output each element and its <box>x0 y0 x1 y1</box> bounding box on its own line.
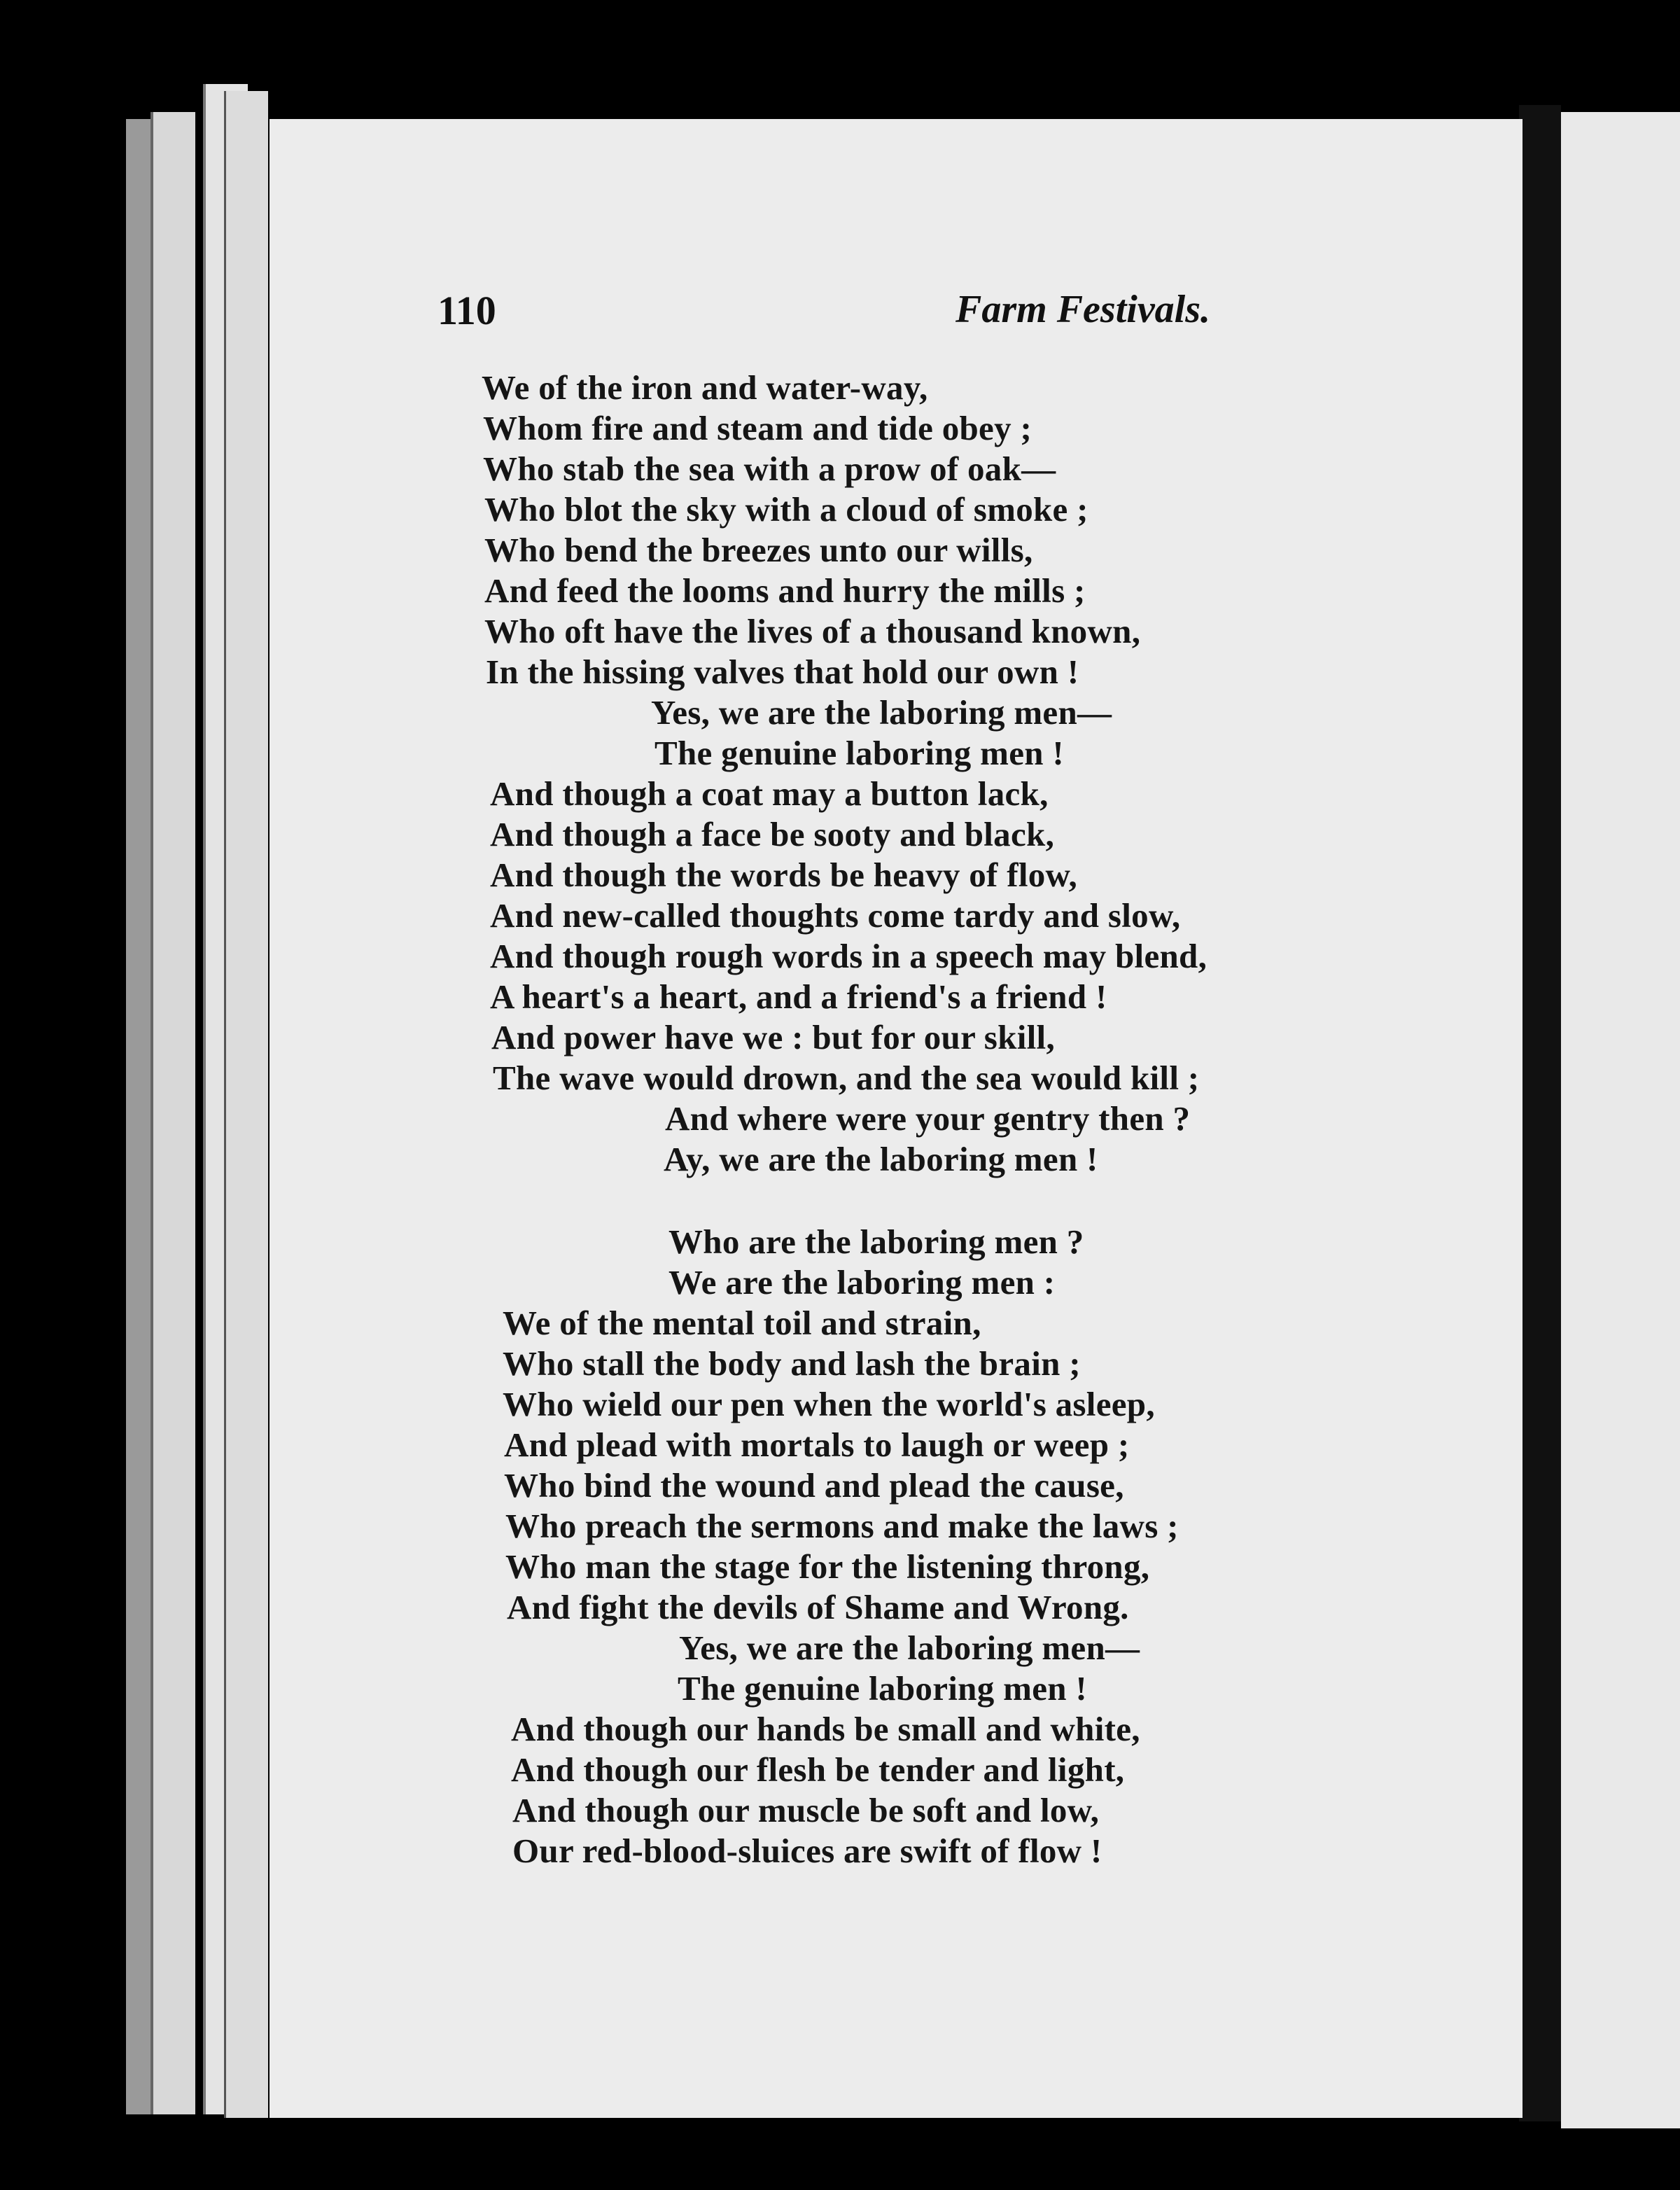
poem-line: We of the mental toil and strain, <box>503 1304 981 1342</box>
poem-line: And though a coat may a button lack, <box>490 774 1049 813</box>
poem-line: Who blot the sky with a cloud of smoke ; <box>484 490 1088 529</box>
poem-line: Who man the stage for the listening throng, <box>505 1547 1150 1586</box>
poem-line: And fight the devils of Shame and Wrong. <box>507 1588 1129 1626</box>
page-edge <box>224 91 268 2118</box>
poem-line: And new-called thoughts come tardy and slow, <box>490 896 1181 935</box>
poem-line: And though our hands be small and white, <box>511 1710 1140 1748</box>
page-title: Farm Festivals. <box>955 288 1211 331</box>
poem-line: And where were your gentry then ? <box>665 1099 1191 1138</box>
poem-line: Whom fire and steam and tide obey ; <box>483 409 1032 447</box>
poem-line: In the hissing valves that hold our own ! <box>486 653 1079 691</box>
poem-line: A heart's a heart, and a friend's a friend ! <box>490 977 1107 1016</box>
facing-page-edge <box>1561 112 1680 2128</box>
poem-line: And though a face be sooty and black, <box>490 815 1055 853</box>
poem-line: Who bend the breezes unto our wills, <box>484 531 1033 569</box>
page-number: 110 <box>438 288 496 333</box>
poem-line: Our red-blood-sluices are swift of flow ! <box>512 1832 1102 1870</box>
poem-line: The genuine laboring men ! <box>654 734 1064 772</box>
poem-line: And though rough words in a speech may blend, <box>490 937 1208 975</box>
poem-line: And though our muscle be soft and low, <box>512 1791 1100 1829</box>
poem-line: Who stall the body and lash the brain ; <box>503 1344 1081 1383</box>
poem-line: The genuine laboring men ! <box>678 1669 1087 1708</box>
poem-line: Yes, we are the laboring men— <box>651 693 1112 732</box>
poem-line: We are the laboring men : <box>668 1263 1056 1302</box>
poem-line: We of the iron and water-way, <box>482 368 928 407</box>
poem-line: Yes, we are the laboring men— <box>679 1628 1140 1667</box>
poem-line: And feed the looms and hurry the mills ; <box>484 571 1086 610</box>
poem-line: And though our flesh be tender and light, <box>511 1750 1125 1789</box>
poem <box>270 119 1522 2118</box>
poem-line: And plead with mortals to laugh or weep ; <box>504 1425 1130 1464</box>
poem-line: The wave would drown, and the sea would kill ; <box>493 1059 1200 1097</box>
page-edge <box>150 112 195 2114</box>
poem-line: Ay, we are the laboring men ! <box>664 1140 1098 1178</box>
book-page <box>270 119 1522 2118</box>
poem-line: Who preach the sermons and make the laws ; <box>505 1507 1179 1545</box>
poem-line: Who are the laboring men ? <box>668 1222 1084 1261</box>
book-gutter <box>1519 105 1561 2121</box>
poem-line: Who stab the sea with a prow of oak— <box>483 449 1056 488</box>
poem-line: And though the words be heavy of flow, <box>490 856 1078 894</box>
poem-line: And power have we : but for our skill, <box>491 1018 1056 1056</box>
poem-line: Who bind the wound and plead the cause, <box>504 1466 1124 1505</box>
poem-line: Who wield our pen when the world's asleep, <box>503 1385 1155 1423</box>
poem-line: Who oft have the lives of a thousand known, <box>484 612 1141 650</box>
